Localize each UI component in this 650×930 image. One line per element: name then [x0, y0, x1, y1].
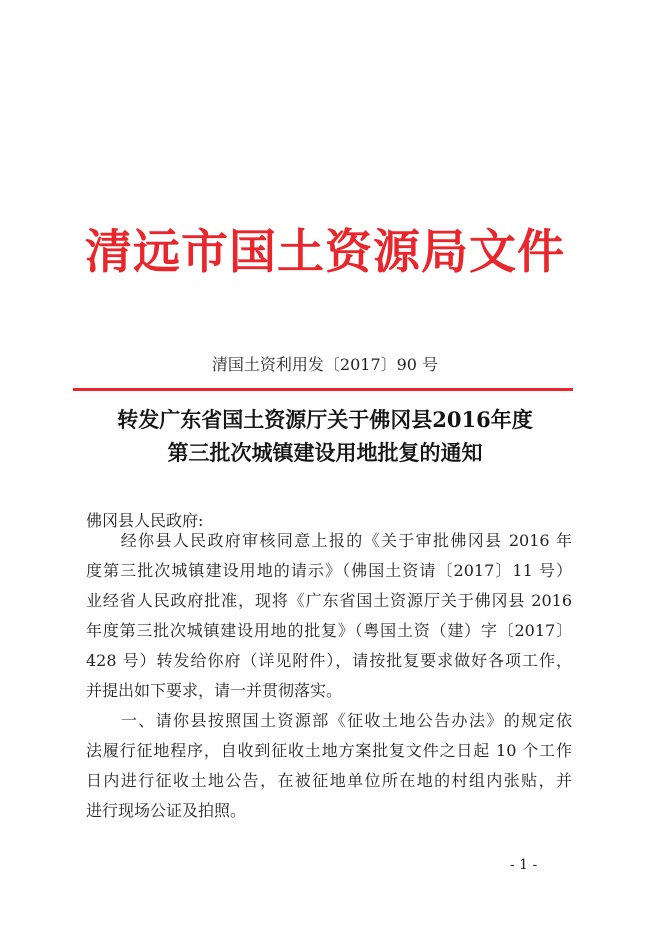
- paragraph-line: 度第三批次城镇建设用地的请示》（佛国土资请〔2017〕11 号）: [86, 561, 572, 580]
- issuer-header-title: 清远市国土资源局文件: [85, 225, 565, 280]
- notice-title: [0, 403, 650, 469]
- red-separator-rule: [73, 388, 573, 391]
- paragraph-line: 并提出如下要求，请一并贯彻落实。: [86, 681, 343, 700]
- document-number: 清国土资利用发〔2017〕90 号: [211, 355, 439, 374]
- paragraph-line: 业经省人民政府批准，现将《广东省国土资源厅关于佛冈县 2016: [86, 591, 572, 610]
- paragraph-line: 日内进行征收土地公告，在被征地单位所在地的村组内张贴，并: [86, 771, 572, 790]
- page-number: - 1 -: [510, 857, 538, 873]
- recipient-salutation: 佛冈县人民政府:: [86, 511, 204, 530]
- notice-title-line: 转发广东省国土资源厅关于佛冈县2016年度: [117, 407, 533, 432]
- paragraph-line: 年度第三批次城镇建设用地的批复》（粤国土资（建）字〔2017〕: [86, 621, 572, 640]
- paragraph-line: 法履行征地程序，自收到征收土地方案批复文件之日起 10 个工作: [86, 741, 572, 760]
- body-paragraph-2: [86, 706, 572, 826]
- paragraph-line: 428 号）转发给你府（详见附件），请按批复要求做好各项工作，: [86, 651, 572, 670]
- body-paragraph-1: [86, 526, 572, 706]
- notice-title-line: 第三批次城镇建设用地批复的通知: [167, 440, 483, 465]
- paragraph-line: 一、请你县按照国土资源部《征收土地公告办法》的规定依: [86, 711, 572, 730]
- paragraph-line: 进行现场公证及拍照。: [86, 801, 247, 820]
- paragraph-line: 经你县人民政府审核同意上报的《关于审批佛冈县 2016 年: [86, 531, 572, 550]
